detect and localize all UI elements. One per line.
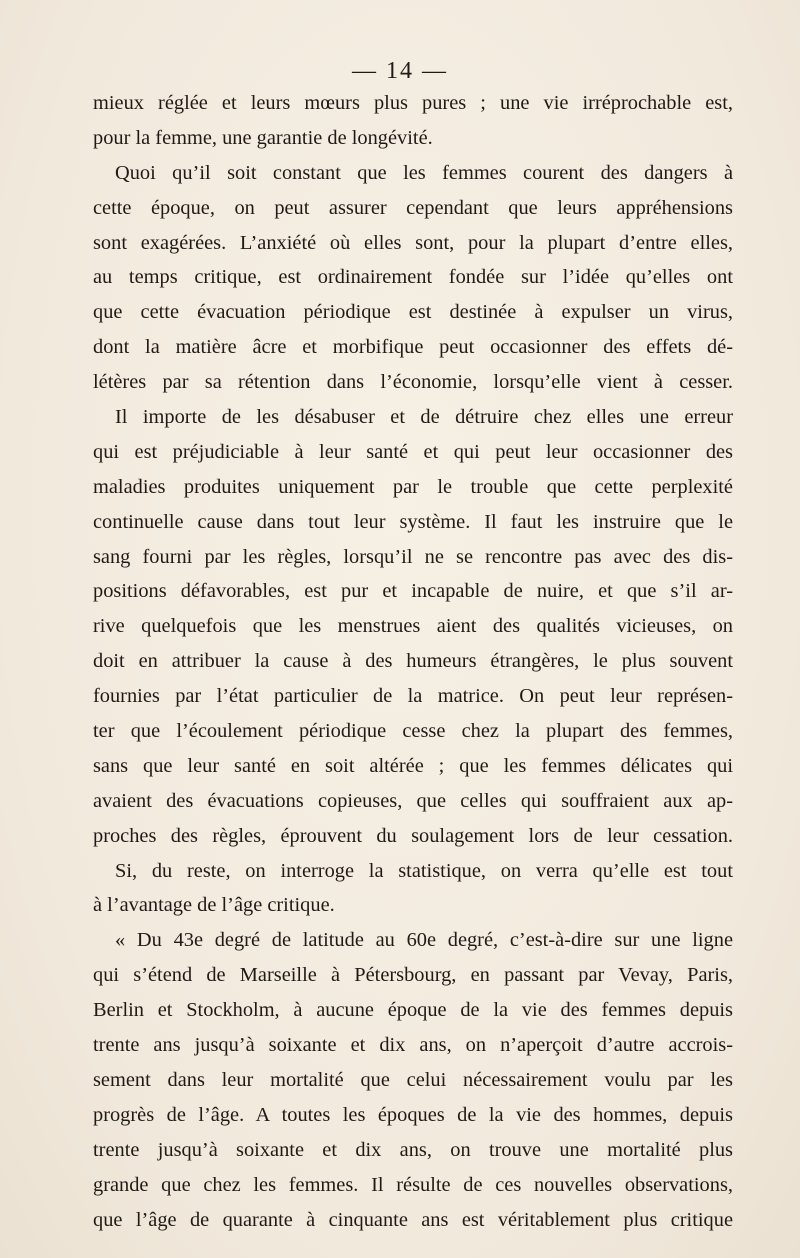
text-line: trente jusqu’à soixante et dix ans, on trouve une mortalité plus — [93, 1138, 733, 1161]
text-line: létères par sa rétention dans l’économie, lorsqu’elle vient à cesser. — [93, 371, 733, 394]
text-line: sement dans leur mortalité que celui nécessairement voulu par les — [93, 1068, 733, 1091]
text-line: qui est préjudiciable à leur santé et qui peut leur occasionner des — [93, 440, 733, 463]
text-line: grande que chez les femmes. Il résulte de ces nouvelles observations, — [93, 1173, 733, 1196]
text-line: à l’avantage de l’âge critique. — [93, 894, 335, 917]
text-line: cette époque, on peut assurer cependant que leurs appréhensions — [93, 196, 733, 219]
text-line: sont exagérées. L’anxiété où elles sont, pour la plupart d’entre elles, — [93, 231, 733, 254]
text-line: continuelle cause dans tout leur système. Il faut les instruire que le — [93, 510, 733, 533]
text-line: fournies par l’état particulier de la matrice. On peut leur représen- — [93, 685, 733, 708]
text-line: avaient des évacuations copieuses, que celles qui souffraient aux ap- — [93, 789, 733, 812]
text-line: progrès de l’âge. A toutes les époques de la vie des hommes, depuis — [93, 1103, 733, 1126]
text-line: ter que l’écoulement périodique cesse chez la plupart des femmes, — [93, 720, 733, 743]
text-line: que l’âge de quarante à cinquante ans est véritablement plus critique — [93, 1208, 733, 1231]
text-line: au temps critique, est ordinairement fondée sur l’idée qu’elles ont — [93, 266, 733, 289]
page-number: — 14 — — [352, 58, 448, 84]
text-line: Quoi qu’il soit constant que les femmes courent des dangers à — [115, 161, 733, 184]
text-line: doit en attribuer la cause à des humeurs étrangères, le plus souvent — [93, 650, 733, 673]
text-line: rive quelquefois que les menstrues aient des qualités vicieuses, on — [93, 615, 733, 638]
text-line: trente ans jusqu’à soixante et dix ans, on n’aperçoit d’autre accrois- — [93, 1034, 733, 1057]
text-line: que cette évacuation périodique est destinée à expulser un virus, — [93, 301, 733, 324]
text-line: proches des règles, éprouvent du soulagement lors de leur cessation. — [93, 824, 733, 847]
text-line: dont la matière âcre et morbifique peut occasionner des effets dé- — [93, 336, 733, 359]
text-line: Si, du reste, on interroge la statistique, on verra qu’elle est tout — [115, 859, 733, 882]
text-line: sang fourni par les règles, lorsqu’il ne se rencontre pas avec des dis- — [93, 545, 733, 568]
text-line: sans que leur santé en soit altérée ; que les femmes délicates qui — [93, 754, 733, 777]
text-line: Il importe de les désabuser et de détruire chez elles une erreur — [115, 406, 733, 429]
text-line: Berlin et Stockholm, à aucune époque de la vie des femmes depuis — [93, 999, 733, 1022]
text-line: pour la femme, une garantie de longévité. — [93, 126, 433, 149]
text-line: positions défavorables, est pur et incapable de nuire, et que s’il ar- — [93, 580, 733, 603]
body-text — [93, 86, 733, 1237]
text-line: « Du 43e degré de latitude au 60e degré, c’est-à-dire sur une ligne — [115, 929, 733, 952]
text-line: qui s’étend de Marseille à Pétersbourg, en passant par Vevay, Paris, — [93, 964, 733, 987]
text-line: maladies produites uniquement par le trouble que cette perplexité — [93, 475, 733, 498]
text-line: mieux réglée et leurs mœurs plus pures ; une vie irréprochable est, — [93, 92, 733, 114]
